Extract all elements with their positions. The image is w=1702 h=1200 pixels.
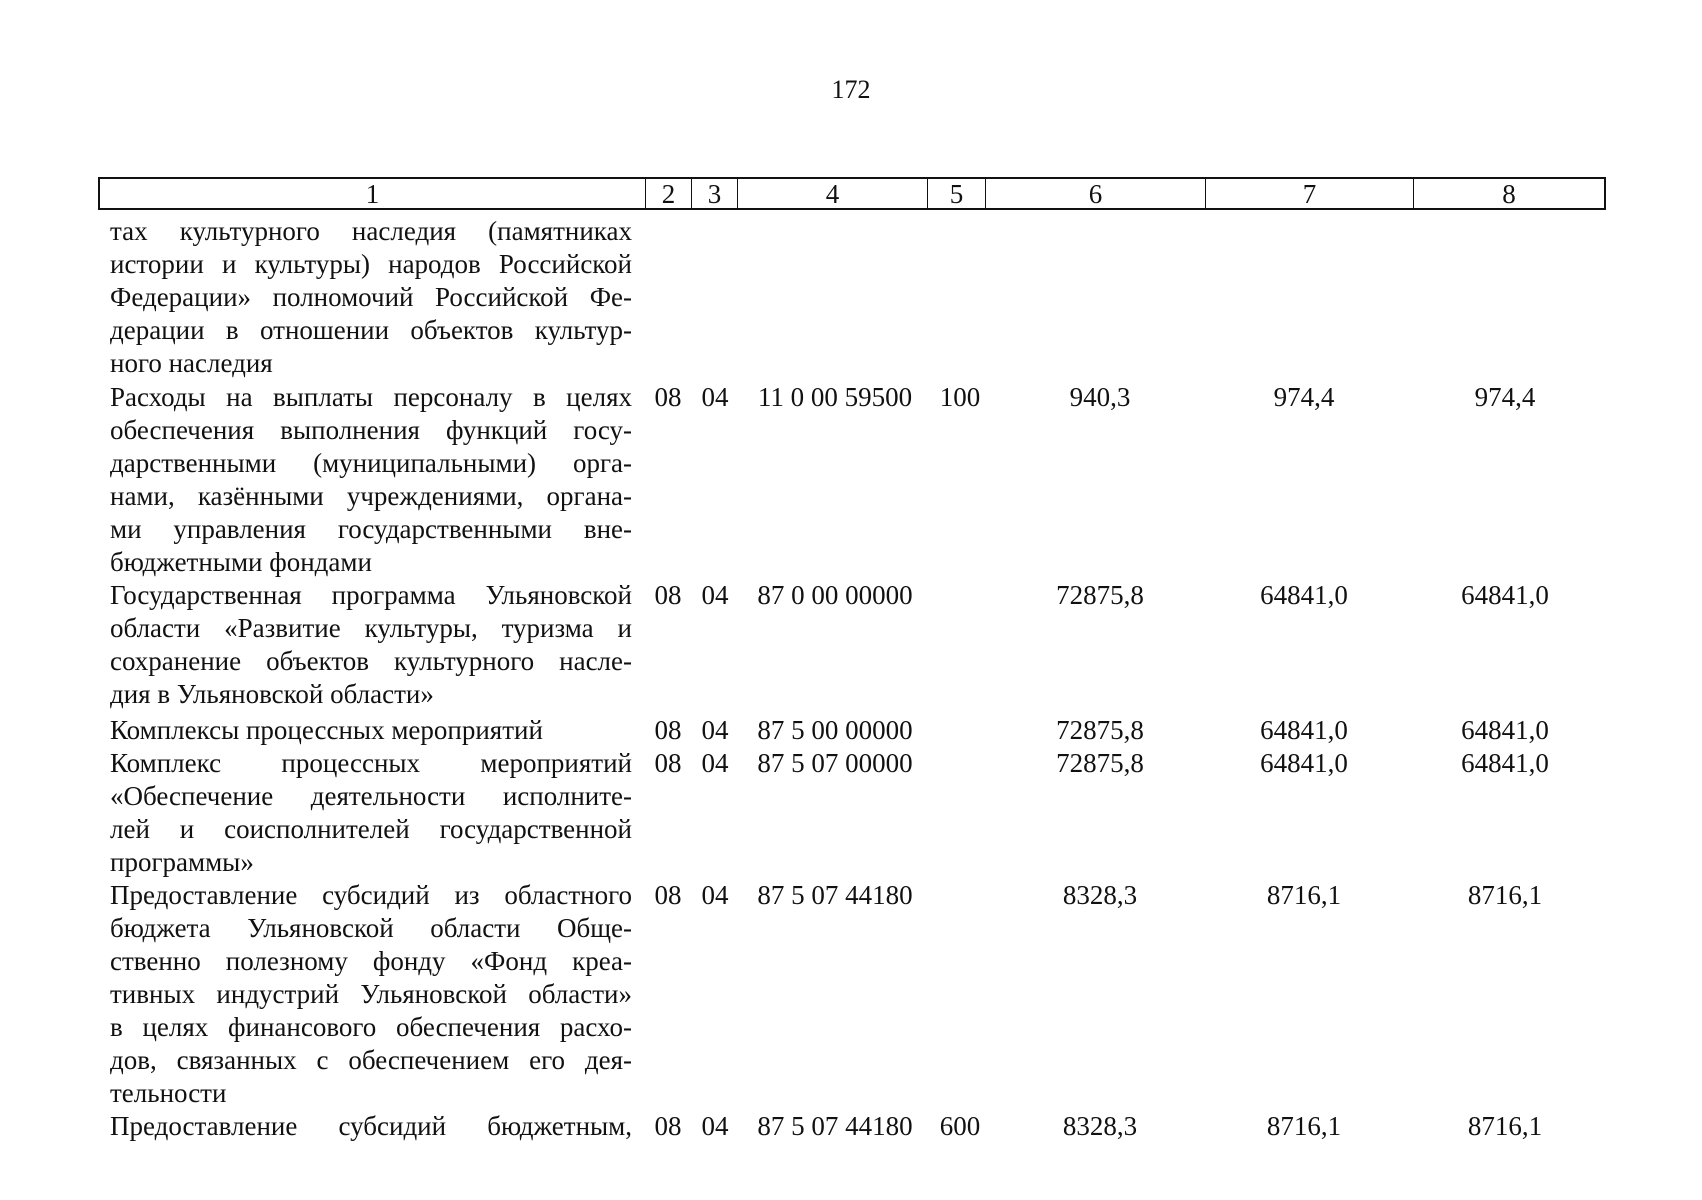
description-line: нами, казёнными учреждениями, органа- bbox=[110, 481, 632, 511]
header-col-6: 6 bbox=[986, 179, 1206, 208]
cell-amount-1: 72875,8 bbox=[1056, 748, 1144, 778]
header-col-3: 3 bbox=[692, 179, 738, 208]
cell-section: 08 bbox=[654, 880, 682, 910]
cell-amount-3: 64841,0 bbox=[1461, 715, 1549, 745]
cell-target-article: 11 0 00 59500 bbox=[757, 382, 913, 412]
description-line: тах культурного наследия (памятниках bbox=[110, 216, 632, 246]
description-line: Комплексы процессных мероприятий bbox=[110, 715, 543, 745]
description-line: ного наследия bbox=[110, 348, 273, 378]
description-line: лей и соисполнителей государственной bbox=[110, 814, 632, 844]
description-line: области «Развитие культуры, туризма и bbox=[110, 613, 632, 643]
cell-amount-2: 8716,1 bbox=[1266, 880, 1342, 910]
description-line: сохранение объектов культурного насле- bbox=[110, 646, 632, 676]
description-line: дов, связанных с обеспечением его дея- bbox=[110, 1045, 632, 1075]
row-description bbox=[110, 714, 632, 747]
row-description bbox=[110, 215, 632, 380]
cell-subsection: 04 bbox=[701, 880, 729, 910]
cell-amount-2: 64841,0 bbox=[1260, 748, 1348, 778]
cell-target-article: 87 5 00 00000 bbox=[757, 715, 913, 745]
cell-target-article: 87 5 07 00000 bbox=[757, 748, 913, 778]
cell-section: 08 bbox=[654, 715, 682, 745]
cell-target-article: 87 5 07 44180 bbox=[757, 1111, 913, 1141]
description-line: тельности bbox=[110, 1078, 227, 1108]
header-col-8: 8 bbox=[1502, 179, 1516, 209]
header-col-2: 2 bbox=[646, 179, 692, 208]
cell-amount-1: 8328,3 bbox=[1062, 880, 1138, 910]
cell-section: 08 bbox=[654, 748, 682, 778]
header-col-1: 1 bbox=[100, 179, 646, 208]
description-line: Предоставление субсидий из областного bbox=[110, 880, 632, 910]
description-line: программы» bbox=[110, 847, 254, 877]
description-line: Предоставление субсидий бюджетным, bbox=[110, 1111, 632, 1141]
description-line: Расходы на выплаты персоналу в целях bbox=[110, 382, 632, 412]
description-line: ственно полезному фонду «Фонд креа- bbox=[110, 946, 632, 976]
cell-amount-2: 8716,1 bbox=[1266, 1111, 1342, 1141]
row-description bbox=[110, 879, 632, 1110]
cell-amount-1: 8328,3 bbox=[1062, 1111, 1138, 1141]
cell-amount-2: 64841,0 bbox=[1260, 580, 1348, 610]
cell-amount-3: 64841,0 bbox=[1461, 748, 1549, 778]
row-description bbox=[110, 747, 632, 879]
cell-expense-type: 100 bbox=[939, 382, 981, 412]
cell-amount-2: 974,4 bbox=[1273, 382, 1335, 412]
description-line: истории и культуры) народов Российской bbox=[110, 249, 632, 279]
description-line: бюджета Ульяновской области Обще- bbox=[110, 913, 632, 943]
cell-amount-3: 64841,0 bbox=[1461, 580, 1549, 610]
description-line: бюджетными фондами bbox=[110, 547, 372, 577]
header-col-5: 5 bbox=[928, 179, 986, 208]
description-line: дерации в отношении объектов культур- bbox=[110, 315, 632, 345]
cell-subsection: 04 bbox=[701, 748, 729, 778]
cell-subsection: 04 bbox=[701, 1111, 729, 1141]
cell-amount-2: 64841,0 bbox=[1260, 715, 1348, 745]
cell-section: 08 bbox=[654, 580, 682, 610]
cell-section: 08 bbox=[654, 1111, 682, 1141]
description-line: дия в Ульяновской области» bbox=[110, 679, 434, 709]
description-line: ми управления государственными вне- bbox=[110, 514, 632, 544]
row-description bbox=[110, 579, 632, 711]
cell-amount-1: 940,3 bbox=[1069, 382, 1131, 412]
description-line: в целях финансового обеспечения расхо- bbox=[110, 1012, 632, 1042]
header-col-4: 4 bbox=[738, 179, 928, 208]
cell-subsection: 04 bbox=[701, 382, 729, 412]
table-header bbox=[98, 177, 1606, 210]
cell-expense-type: 600 bbox=[939, 1111, 981, 1141]
row-description bbox=[110, 1110, 632, 1143]
cell-subsection: 04 bbox=[701, 715, 729, 745]
description-line: дарственными (муниципальными) орга- bbox=[110, 448, 632, 478]
row-description bbox=[110, 381, 632, 579]
cell-amount-3: 8716,1 bbox=[1467, 880, 1543, 910]
description-line: «Обеспечение деятельности исполните- bbox=[110, 781, 632, 811]
header-col-7: 7 bbox=[1206, 179, 1414, 208]
cell-target-article: 87 0 00 00000 bbox=[757, 580, 913, 610]
description-line: тивных индустрий Ульяновской области» bbox=[110, 979, 632, 1009]
cell-amount-3: 974,4 bbox=[1474, 382, 1536, 412]
cell-subsection: 04 bbox=[701, 580, 729, 610]
description-line: Федерации» полномочий Российской Фе- bbox=[110, 282, 632, 312]
description-line: Комплекс процессных мероприятий bbox=[110, 748, 632, 778]
cell-section: 08 bbox=[654, 382, 682, 412]
cell-amount-1: 72875,8 bbox=[1056, 580, 1144, 610]
page-number: 172 bbox=[831, 75, 871, 104]
cell-target-article: 87 5 07 44180 bbox=[757, 880, 913, 910]
cell-amount-1: 72875,8 bbox=[1056, 715, 1144, 745]
description-line: обеспечения выполнения функций госу- bbox=[110, 415, 632, 445]
cell-amount-3: 8716,1 bbox=[1467, 1111, 1543, 1141]
description-line: Государственная программа Ульяновской bbox=[110, 580, 632, 610]
